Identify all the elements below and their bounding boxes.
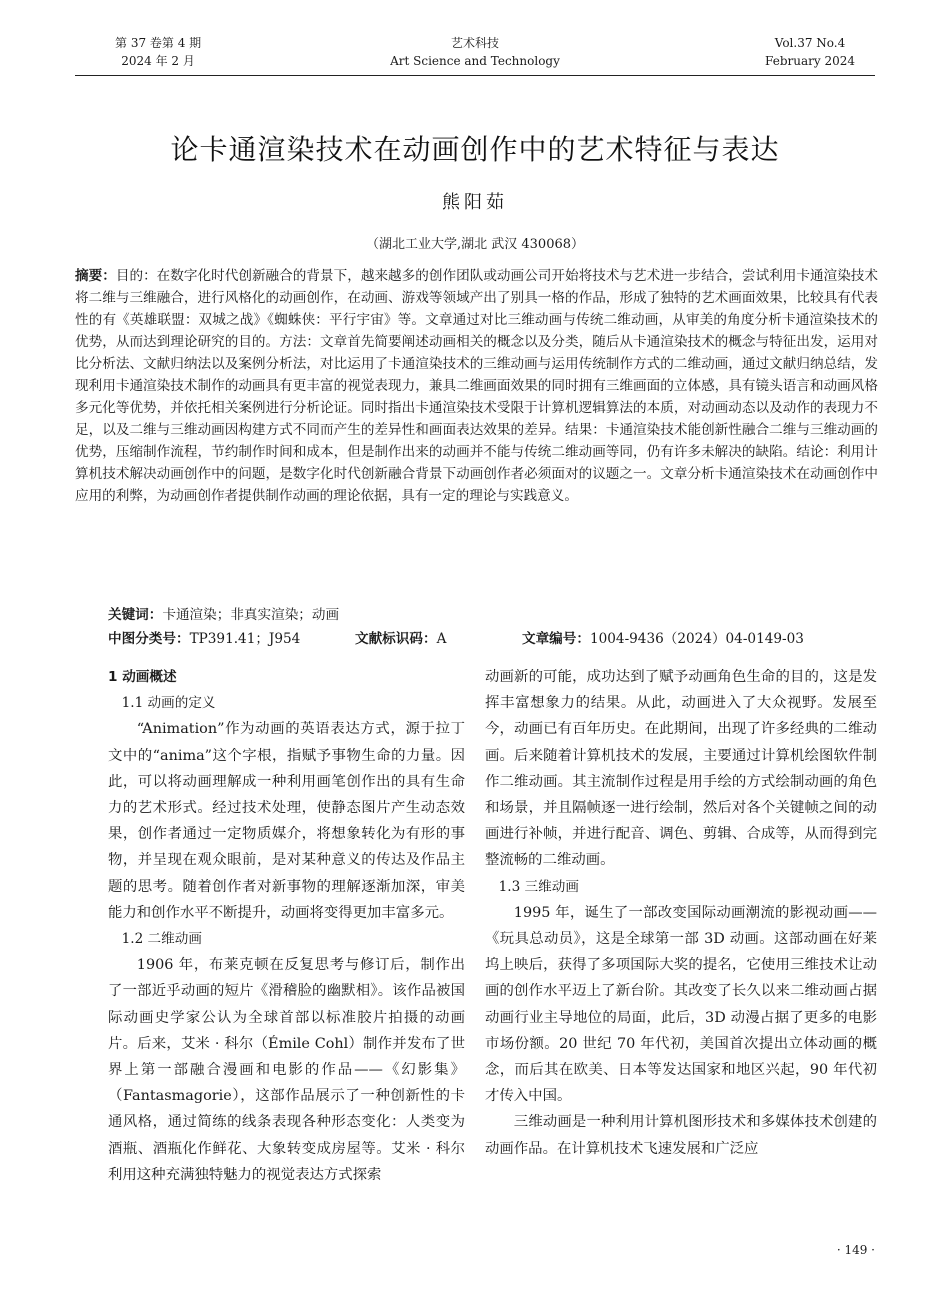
- body-column-right: [485, 664, 877, 1162]
- classification-line: [108, 628, 878, 650]
- header-right: [765, 34, 855, 70]
- clc-group: [108, 628, 300, 650]
- journal-name-cn: 艺术科技: [450, 36, 499, 50]
- body-column-left: [108, 664, 465, 1188]
- article-title: 论卡通渲染技术在动画创作中的艺术特征与表达: [170, 133, 780, 166]
- clc-label: 中图分类号：: [108, 631, 190, 647]
- abstract: [75, 265, 878, 507]
- article-author: 熊阳茹: [442, 192, 508, 213]
- keywords-text: 卡通渲染；非真实渲染；动画: [162, 607, 340, 623]
- header-volume: 第 37 卷第 4 期: [115, 36, 202, 50]
- header-vol-en: Vol.37 No.4: [774, 36, 846, 50]
- article-no-group: [522, 628, 804, 650]
- section-heading-1-2: 1.2 二维动画: [121, 931, 202, 948]
- paragraph: 1906 年，布莱克顿在反复思考与修订后，制作出了一部近乎动画的短片《滑稽脸的幽默相》。该作品被国际动画史学家公认为全球首部以标准胶片拍摄的动画片。后来，艾米 · 科尔（Émile Cohl）制作并发布了世界上第一部融合漫画和电影的作品——《幻影集》（Fantasmagorie），这部作品展示了一种创新性的卡通风格，通过简练的线条表现各种形态变化：人类变为酒瓶、酒瓶化作鲜花、大象转变成房屋等。艾米 · 科尔利用这种充满独特魅力的视觉表达方式探索: [108, 957, 465, 1183]
- header-date-en: February 2024: [765, 54, 855, 68]
- article-no-label: 文章编号：: [522, 631, 590, 647]
- keywords: [108, 604, 339, 626]
- doc-code-value: A: [436, 631, 447, 647]
- doc-code-label: 文献标识码：: [355, 631, 437, 647]
- journal-name-en: Art Science and Technology: [390, 54, 560, 68]
- section-heading-1: 1 动画概述: [108, 669, 177, 685]
- abstract-text: 目的：在数字化时代创新融合的背景下，越来越多的创作团队或动画公司开始将技术与艺术进一步结合，尝试利用卡通渲染技术将二维与三维融合，进行风格化的动画创作，在动画、游戏等领域产出了别具一格的作品，形成了独特的艺术画面效果，比较具有代表性的有《英雄联盟：双城之战》《蜘蛛侠：平行宇宙》等。文章通过对比三维动画与传统二维动画，从审美的角度分析卡通渲染技术的优势，从而达到理论研究的目的。方法：文章首先简要阐述动画相关的概念以及分类，随后从卡通渲染技术的概念与特征出发，运用对比分析法、文献归纳法以及案例分析法，对比运用了卡通渲染技术的三维动画与运用传统制作方式的二维动画，通过文献归纳总结，发现利用卡通渲染技术制作的动画具有更丰富的视觉表现力，兼具二维画面效果的同时拥有三维画面的立体感，具有镜头语言和动画风格多元化等优势，并依托相关案例进行分析论证。同时指出卡通渲染技术受限于计算机逻辑算法的本质，对动画动态以及动作的表现力不足，以及二维与三维动画因构建方式不同而产生的差异性和画面表达效果的差异。结果：卡通渲染技术能创新性融合二维与三维动画的优势，压缩制作流程，节约制作时间和成本，但是制作出来的动画并不能与传统二维动画等同，仍有许多未解决的缺陷。结论：利用计算机技术解决动画创作中的问题，是数字化时代创新融合背景下动画创作者必须面对的议题之一。文章分析卡通渲染技术在动画创作中应用的利弊，为动画创作者提供制作动画的理论依据，具有一定的理论与实践意义。: [75, 268, 879, 504]
- section-heading-1-1: 1.1 动画的定义: [121, 695, 216, 712]
- abstract-label: 摘要：: [75, 268, 116, 284]
- paragraph: “Animation”作为动画的英语表达方式，源于拉丁文中的“anima”这个字根，指赋予事物生命的力量。因此，可以将动画理解成一种利用画笔创作出的具有生命力的艺术形式。经过技术处理，使静态图片产生动态效果，创作者通过一定物质媒介，将想象转化为有形的事物，并呈现在观众眼前，是对某种意义的传达及作品主题的思考。随着创作者对新事物的理解逐渐加深，审美能力和创作水平不断提升，动画将变得更加丰富多元。: [108, 721, 465, 921]
- author-affiliation: （湖北工业大学,湖北 武汉 430068）: [365, 237, 585, 252]
- page-number: · 149 ·: [836, 1243, 875, 1257]
- paragraph: 三维动画是一种利用计算机图形技术和多媒体技术创建的动画作品。在计算机技术飞速发展和广泛应: [485, 1114, 877, 1157]
- article-no-value: 1004-9436（2024）04-0149-03: [589, 631, 804, 647]
- keywords-label: 关键词：: [108, 607, 163, 623]
- doc-code-group: [355, 628, 446, 650]
- running-header: [75, 34, 875, 76]
- clc-value: TP391.41；J954: [189, 631, 301, 647]
- section-heading-1-3: 1.3 三维动画: [498, 878, 579, 895]
- header-date-cn: 2024 年 2 月: [121, 54, 195, 68]
- paragraph: 1995 年，诞生了一部改变国际动画潮流的影视动画——《玩具总动员》，这是全球第一部 3D 动画。这部动画在好莱坞上映后，获得了多项国际大奖的提名，它使用三维技术让动画的创作水平迈上了新台阶。其改变了长久以来二维动画占据动画行业主导地位的局面，此后，3D 动漫占据了更多的电影市场份额。20 世纪 70 年代初，美国首次提出立体动画的概念，而后其在欧美、日本等发达国家和地区兴起，90 年代初才传入中国。: [485, 904, 877, 1105]
- header-center: [75, 34, 875, 70]
- paragraph-continued: 动画新的可能，成功达到了赋予动画角色生命的目的，这是发挥丰富想象力的结果。从此，动画进入了大众视野。发展至今，动画已有百年历史。在此期间，出现了许多经典的二维动画。后来随着计算机技术的发展，主要通过计算机绘图软件制作二维动画。其主流制作过程是用手绘的方式绘制动画的角色和场景，并且隔帧逐一进行绘制，然后对各个关键帧之间的动画进行补帧，并进行配音、调色、剪辑、合成等，从而得到完整流畅的二维动画。: [485, 669, 877, 869]
